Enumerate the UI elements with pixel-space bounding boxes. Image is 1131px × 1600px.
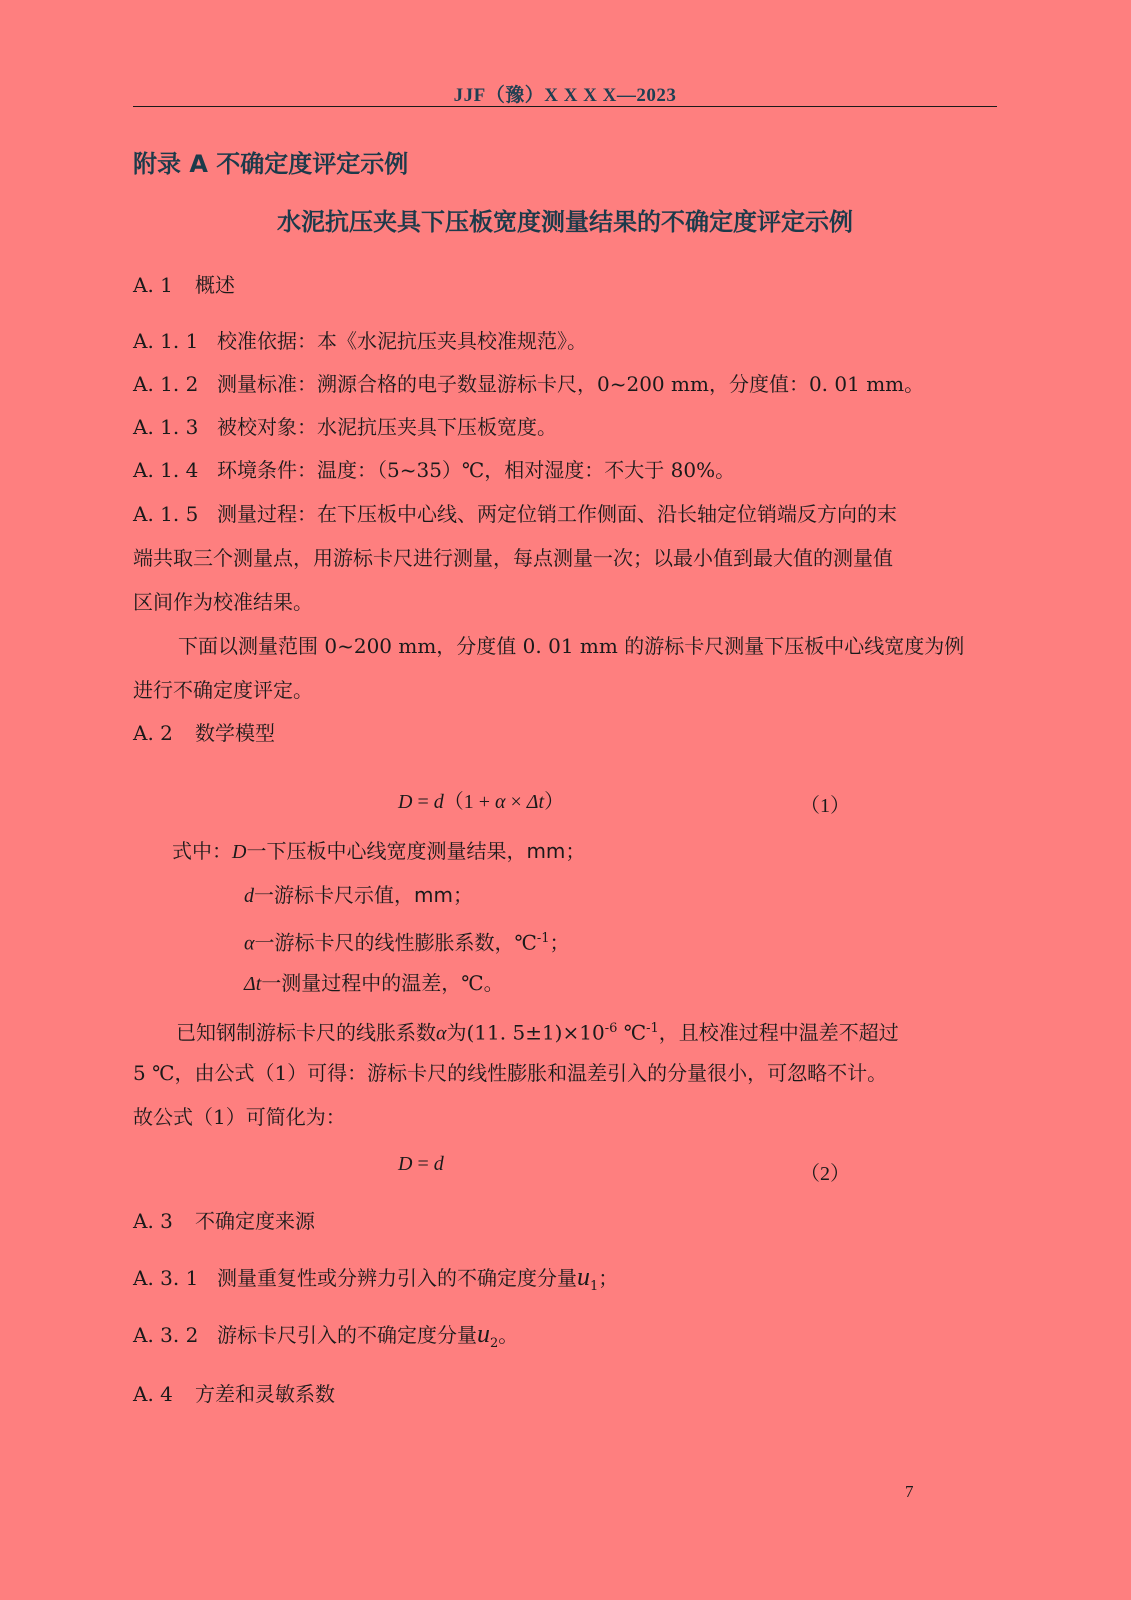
where-delta-t [244, 971, 504, 996]
where-D [172, 839, 585, 864]
known-sup1: -6 [604, 1021, 618, 1036]
where-d-desc: 一游标卡尺示值，mm； [254, 883, 473, 907]
section-title: 概述 [195, 273, 235, 297]
section-title: 方差和灵敏系数 [195, 1382, 335, 1406]
eq1-paren-close: ） [544, 791, 565, 813]
appendix-title: 附录 A 不确定度评定示例 [133, 150, 409, 178]
known-l1b: 为(11. 5±1)×10 [446, 1020, 605, 1045]
section-text: 测量重复性或分辨力引入的不确定度分量 [217, 1266, 577, 1290]
document-header-code: JJF（豫）X X X X—2023 [453, 85, 677, 106]
eq1-d: d [433, 791, 444, 813]
example-title: 水泥抗压夹具下压板宽度测量结果的不确定度评定示例 [277, 208, 853, 236]
known-l1c: ℃ [617, 1020, 647, 1045]
where-alpha [244, 927, 570, 956]
section-text: 测量标准：溯源合格的电子数显游标卡尺，0~200 mm，分度值：0. 01 mm。 [217, 372, 925, 396]
u1-symbol: u [577, 1262, 590, 1291]
section-number: A. 1. 4 [133, 458, 199, 482]
where-dt-desc: 一测量过程中的温差，℃。 [261, 971, 504, 995]
section-a2 [133, 721, 275, 745]
u1-subscript: 1 [590, 1279, 599, 1294]
section-number: A. 1. 3 [133, 415, 199, 439]
example-paragraph-line2: 进行不确定度评定。 [133, 678, 313, 702]
section-a3 [133, 1209, 315, 1233]
eq2-rhs: d [433, 1153, 444, 1175]
section-title: 数学模型 [195, 721, 275, 745]
known-sup2: -1 [646, 1021, 659, 1036]
u2-symbol: u [477, 1319, 490, 1348]
u2-subscript: 2 [490, 1336, 499, 1351]
section-text-line: 测量过程：在下压板中心线、两定位销工作侧面、沿长轴定位销端反方向的末 [217, 502, 897, 526]
section-a1 [133, 273, 235, 297]
section-number: A. 1 [133, 273, 173, 297]
eq1-lhs: D [398, 791, 413, 813]
section-number: A. 3. 2 [133, 1323, 199, 1347]
section-text: 游标卡尺引入的不确定度分量 [217, 1323, 477, 1347]
known-l1d: ，且校准过程中温差不超过 [658, 1020, 899, 1045]
section-a1-1 [133, 329, 587, 353]
section-number: A. 4 [133, 1382, 173, 1406]
known-l1a: 已知钢制游标卡尺的线胀系数 [176, 1020, 436, 1045]
section-number: A. 1. 2 [133, 372, 199, 396]
eq1-equals: = [412, 791, 434, 813]
section-end: 。 [498, 1323, 519, 1347]
section-text: 被校对象：水泥抗压夹具下压板宽度。 [217, 415, 557, 439]
section-a1-3 [133, 415, 557, 439]
where-d [244, 883, 473, 908]
eq2-lhs: D [398, 1153, 413, 1175]
section-text: 校准依据：本《水泥抗压夹具校准规范》。 [217, 329, 587, 353]
section-a4 [133, 1382, 335, 1406]
section-number: A. 1. 5 [133, 502, 199, 526]
equation-1-label: （1） [800, 795, 850, 817]
section-a1-2 [133, 372, 924, 396]
where-d-symbol: d [244, 885, 254, 907]
eq1-alpha: α [495, 791, 506, 813]
where-alpha-desc: 一游标卡尺的线性膨胀系数，℃ [254, 930, 537, 955]
equation-1 [398, 785, 564, 814]
section-number: A. 3. 1 [133, 1266, 199, 1290]
equation-2 [398, 1153, 444, 1176]
section-number: A. 3 [133, 1209, 173, 1233]
section-a3-1 [133, 1262, 619, 1299]
known-paragraph-line2: 5 ℃，由公式（1）可得：游标卡尺的线性膨胀和温差引入的分量很小，可忽略不计。 [133, 1061, 888, 1085]
where-D-symbol: D [232, 841, 247, 863]
header-divider [133, 106, 997, 107]
known-alpha: α [436, 1022, 447, 1045]
eq1-delta-t: Δt [526, 791, 545, 813]
section-text: 环境条件：温度：（5~35）℃，相对湿度：不大于 80%。 [217, 458, 736, 482]
section-end: ； [598, 1266, 619, 1290]
eq2-equals: = [412, 1153, 434, 1175]
section-title: 不确定度来源 [195, 1209, 315, 1233]
section-a1-4 [133, 458, 735, 482]
where-alpha-symbol: α [244, 932, 255, 955]
where-alpha-end: ； [549, 930, 570, 955]
section-a1-5-line2: 端共取三个测量点，用游标卡尺进行测量，每点测量一次；以最小值到最大值的测量值 [133, 546, 893, 570]
page-number: 7 [905, 1482, 914, 1501]
section-number: A. 2 [133, 721, 173, 745]
eq1-paren-open: （1 + [443, 791, 496, 813]
known-paragraph-line3: 故公式（1）可简化为： [133, 1105, 346, 1129]
where-prefix: 式中： [172, 839, 232, 863]
where-dt-symbol: Δt [244, 973, 262, 995]
where-D-desc: 一下压板中心线宽度测量结果，mm； [246, 839, 586, 863]
example-paragraph-line1: 下面以测量范围 0~200 mm，分度值 0. 01 mm 的游标卡尺测量下压板中心线宽度为例 [178, 634, 965, 658]
section-number: A. 1. 1 [133, 329, 199, 353]
known-paragraph-line1 [176, 1017, 899, 1046]
section-a1-5 [133, 502, 897, 526]
equation-2-label: （2） [800, 1163, 850, 1185]
where-alpha-sup: -1 [536, 931, 550, 946]
section-a1-5-line3: 区间作为校准结果。 [133, 590, 313, 614]
section-a3-2 [133, 1319, 519, 1356]
eq1-times: × [505, 791, 527, 813]
